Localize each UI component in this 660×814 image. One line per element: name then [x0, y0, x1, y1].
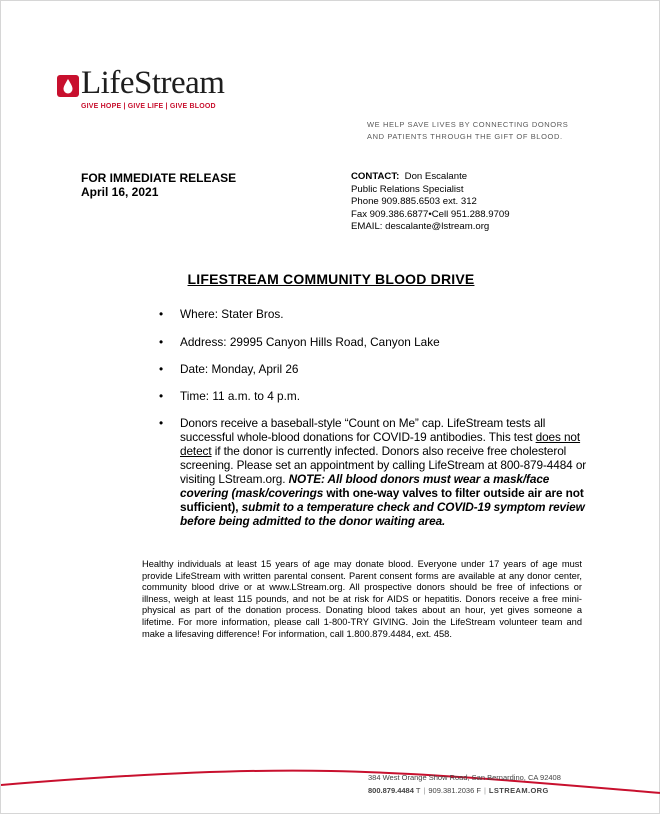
donors-note-2: submit to a temperature check and COVID-19 symptom review before being admitted to the donor waiting area.: [180, 500, 585, 528]
release-date: April 16, 2021: [81, 185, 159, 199]
footer-address: 384 West Orange Show Road, San Bernardino, CA 92408: [368, 773, 561, 782]
bullet-icon: •: [159, 307, 164, 321]
lifestream-logo: [57, 65, 257, 117]
mission-statement: [367, 119, 607, 143]
mission-line-1: WE HELP SAVE LIVES BY CONNECTING DONORS: [367, 120, 569, 129]
footer-phone: 800.879.4484: [368, 786, 414, 795]
bullet-icon: •: [159, 362, 164, 376]
mission-line-2: AND PATIENTS THROUGH THE GIFT OF BLOOD.: [367, 132, 563, 141]
where-text: Where: Stater Bros.: [180, 307, 284, 321]
list-item-donors: [156, 416, 591, 528]
donors-note-1: NOTE: All blood donors must wear a mask/face covering (mask/coverings: [180, 472, 550, 500]
eligibility-paragraph: Healthy individuals at least 15 years of age may donate blood. Everyone under 17 years of age must provide LifeStream with written parental consent. Parent consent forms are available at any donor center, community blood drive or at www.LStream.org. All prospective donors should be free of infections or illness, weigh at least 115 pounds, and not be at risk for AIDS or hepatitis. Donors receive a free mini-physical as part of the donation process. Donating blood takes about an hour, yet gives someone a lifetime. For more information, please call 1-800-TRY GIVING. Join the LifeStream volunteer team and make a lifesaving difference! For information, call 1.800.879.4484, ext. 458.: [142, 559, 582, 639]
footer-website: LSTREAM.ORG: [488, 786, 549, 795]
footer-fax: 909.381.2036: [428, 786, 475, 795]
bullet-icon: •: [159, 335, 164, 349]
list-item-date: [156, 362, 591, 376]
footer-fax-suffix: F: [476, 786, 481, 795]
contact-label: CONTACT:: [351, 171, 400, 182]
contact-name: Don Escalante: [404, 171, 468, 182]
list-item-time: [156, 389, 591, 403]
address-text: Address: 29995 Canyon Hills Road, Canyon Lake: [180, 335, 440, 349]
release-label: FOR IMMEDIATE RELEASE: [81, 171, 237, 185]
date-text: Date: Monday, April 26: [180, 362, 299, 376]
blood-drop-logo-icon: [57, 75, 79, 97]
document-title: LIFESTREAM COMMUNITY BLOOD DRIVE: [187, 271, 475, 287]
contact-block: [351, 171, 510, 234]
donors-text-1: Donors receive a baseball-style “Count on Me” cap. LifeStream tests all successful whole-blood donations for COVID-19 antibodies. This test: [180, 416, 546, 444]
bullet-icon: •: [159, 389, 164, 403]
event-details-list: [156, 307, 591, 528]
contact-phone: Phone 909.885.6503 ext. 312: [351, 196, 477, 208]
donors-underline-text: does not detect: [180, 430, 581, 458]
footer-contact-line: [368, 784, 561, 797]
release-header: [81, 171, 236, 199]
logo-wordmark: LifeStream: [81, 65, 225, 101]
footer-separator: |: [483, 786, 486, 795]
contact-title: Public Relations Specialist: [351, 183, 464, 195]
logo-tagline: GIVE HOPE | GIVE LIFE | GIVE BLOOD: [81, 103, 216, 110]
list-item-where: [156, 307, 591, 321]
footer-separator: |: [423, 786, 426, 795]
contact-email: EMAIL: descalante@lstream.org: [351, 221, 490, 233]
footer-swoosh: [1, 761, 660, 801]
contact-name-line: [351, 171, 510, 184]
footer-phone-suffix: T: [415, 786, 421, 795]
footer: [368, 771, 561, 797]
contact-fax: Fax 909.386.6877•Cell 951.288.9709: [351, 208, 510, 220]
time-text: Time: 11 a.m. to 4 p.m.: [180, 389, 300, 403]
donors-note-bold: with one-way valves to filter outside air are not sufficient),: [180, 486, 584, 514]
bullet-icon: •: [159, 416, 164, 430]
list-item-address: [156, 335, 591, 349]
donors-text-2: if the donor is currently infected. Donors also receive free cholesterol screening. Please set an appointment by calling LifeStream at 800-879-4484 or visiting LStream.org.: [180, 444, 587, 486]
